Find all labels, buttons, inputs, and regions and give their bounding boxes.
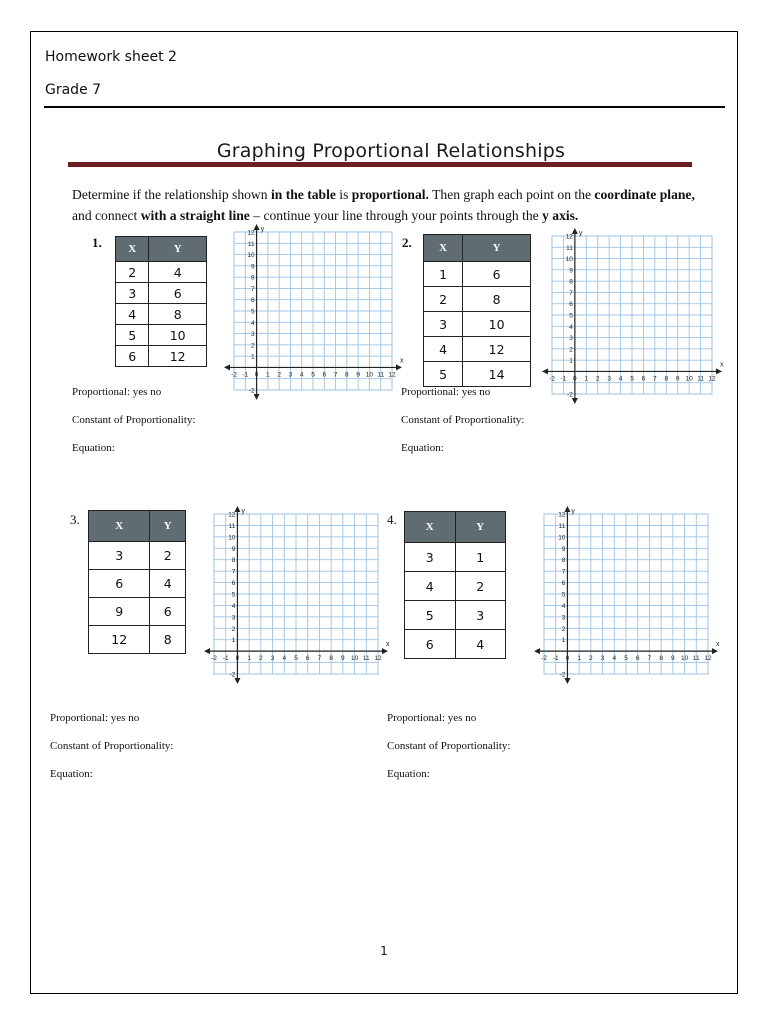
problem-3-proportional: Proportional: yes no: [50, 712, 140, 724]
y-axis-label: y: [260, 226, 265, 233]
cell: 4: [150, 570, 186, 598]
cell: 3: [405, 543, 456, 572]
x-tick-label: 2: [589, 655, 593, 663]
y-tick-label: 7: [569, 289, 573, 297]
problem-3-coordinate-plane[interactable]: [200, 508, 390, 690]
x-tick-label: 2: [259, 655, 263, 663]
problem-1-proportional: Proportional: yes no: [72, 386, 162, 398]
x-tick-label: 6: [322, 371, 327, 379]
x-tick-label: 4: [299, 371, 304, 379]
x-tick-label: 5: [624, 655, 628, 663]
y-tick-label: 11: [228, 522, 236, 530]
x-tick-label: 3: [600, 655, 605, 663]
x-tick-label: 2: [595, 375, 600, 383]
cell: 9: [89, 598, 150, 626]
cell: 6: [150, 598, 186, 626]
cell: 10: [149, 325, 207, 346]
y-tick-label: 10: [565, 256, 573, 264]
y-tick-label: 8: [561, 557, 566, 565]
x-tick-label: 7: [333, 371, 338, 379]
col-y-header: Y: [455, 512, 506, 543]
x-tick-label: -1: [552, 655, 559, 663]
axis-arrow-icon: [224, 364, 230, 370]
x-tick-label: 9: [356, 371, 360, 379]
col-x-header: X: [424, 235, 463, 262]
y-tick-label: 6: [561, 580, 566, 588]
y-tick-label: 1: [231, 637, 236, 645]
y-tick-label: 5: [561, 591, 566, 599]
x-tick-label: -2: [541, 655, 547, 663]
y-tick-label: 7: [250, 285, 255, 293]
x-tick-label: 6: [641, 375, 646, 383]
x-tick-label: 12: [388, 371, 396, 379]
cell: 5: [116, 325, 149, 346]
axis-arrow-icon: [234, 678, 240, 684]
cell: 6: [405, 630, 456, 659]
cell: 3: [424, 312, 463, 337]
y-tick-label: 1: [569, 357, 573, 365]
x-tick-label: 5: [294, 655, 298, 663]
cell: 14: [463, 362, 531, 387]
x-axis-label: x: [400, 357, 404, 365]
cell: 4: [455, 630, 506, 659]
problem-4-number: 4.: [387, 512, 397, 527]
problem-2-proportional: Proportional: yes no: [401, 386, 491, 398]
x-tick-label: -1: [560, 375, 567, 383]
cell: 10: [463, 312, 531, 337]
y-tick-label: 3: [561, 614, 566, 622]
y-tick-label: 2: [250, 342, 255, 350]
cell: 3: [116, 283, 149, 304]
problem-2-table: [423, 234, 531, 387]
y-tick-label: -2: [248, 387, 255, 395]
col-y-header: Y: [463, 235, 531, 262]
x-tick-label: 0: [235, 655, 240, 663]
x-tick-label: 9: [671, 655, 675, 663]
x-tick-label: 12: [708, 375, 716, 383]
axis-arrow-icon: [204, 648, 210, 654]
y-tick-label: 4: [231, 602, 236, 610]
x-tick-label: -1: [222, 655, 229, 663]
x-tick-label: 3: [270, 655, 275, 663]
problem-1-constant: Constant of Proportionality:: [72, 414, 196, 426]
y-axis-label: y: [578, 230, 583, 237]
cell: 12: [463, 337, 531, 362]
x-tick-label: 4: [612, 655, 617, 663]
title-underline: [68, 162, 692, 167]
cell: 6: [116, 346, 149, 367]
y-tick-label: 10: [247, 252, 255, 260]
axis-arrow-icon: [254, 394, 260, 400]
y-tick-label: 7: [231, 568, 236, 576]
x-tick-label: 6: [305, 655, 310, 663]
axis-arrow-icon: [564, 678, 570, 684]
problem-2-constant: Constant of Proportionality:: [401, 414, 525, 426]
cell: 3: [455, 601, 506, 630]
axis-arrow-icon: [542, 368, 548, 374]
y-tick-label: -2: [559, 671, 566, 679]
x-tick-label: 4: [618, 375, 623, 383]
y-tick-label: 9: [561, 545, 566, 553]
x-tick-label: 0: [254, 371, 259, 379]
grade-label: Grade 7: [45, 82, 102, 98]
y-tick-label: 8: [250, 274, 255, 282]
problem-1-equation: Equation:: [72, 442, 115, 454]
y-tick-label: 5: [569, 312, 573, 320]
x-tick-label: -2: [211, 655, 217, 663]
x-tick-label: 8: [345, 371, 349, 379]
col-y-header: Y: [150, 511, 186, 542]
y-tick-label: 10: [558, 534, 566, 542]
y-tick-label: 12: [247, 229, 255, 237]
cell: 8: [150, 626, 186, 654]
y-tick-label: 3: [231, 614, 236, 622]
y-tick-label: 5: [231, 591, 236, 599]
cell: 6: [89, 570, 150, 598]
y-tick-label: 3: [569, 335, 573, 343]
x-tick-label: 10: [680, 655, 689, 663]
y-tick-label: 2: [561, 625, 566, 633]
y-tick-label: 9: [569, 267, 573, 275]
problem-2-coordinate-plane[interactable]: [538, 230, 724, 410]
problem-1-number: 1.: [92, 235, 102, 250]
col-x-header: X: [89, 511, 150, 542]
cell: 1: [424, 262, 463, 287]
x-tick-label: 0: [565, 655, 570, 663]
cell: 1: [455, 543, 506, 572]
sheet-title: Homework sheet 2: [45, 49, 177, 65]
y-tick-label: 5: [250, 308, 255, 316]
problem-4-constant: Constant of Proportionality:: [387, 740, 511, 752]
y-tick-label: 1: [561, 637, 566, 645]
problem-4-table: [404, 511, 506, 659]
x-tick-label: 11: [377, 371, 385, 379]
x-tick-label: 7: [647, 655, 652, 663]
cell: 4: [405, 572, 456, 601]
y-tick-label: 6: [569, 301, 573, 309]
x-tick-label: 12: [704, 655, 712, 663]
cell: 12: [149, 346, 207, 367]
y-tick-label: -2: [567, 391, 573, 399]
y-tick-label: 7: [561, 568, 566, 576]
problem-3-equation: Equation:: [50, 768, 93, 780]
header-divider: [44, 106, 725, 108]
x-tick-label: 8: [329, 655, 333, 663]
x-tick-label: 4: [282, 655, 287, 663]
y-tick-label: 4: [250, 319, 255, 327]
y-tick-label: 12: [228, 511, 236, 519]
y-tick-label: 6: [231, 580, 236, 588]
cell: 8: [149, 304, 207, 325]
y-tick-label: 9: [231, 545, 236, 553]
x-tick-label: 11: [692, 655, 700, 663]
y-tick-label: -2: [229, 671, 236, 679]
cell: 2: [116, 262, 149, 283]
cell: 8: [463, 287, 531, 312]
x-tick-label: 0: [573, 375, 577, 383]
x-tick-label: 2: [277, 371, 281, 379]
x-tick-label: 8: [664, 375, 669, 383]
x-axis-label: x: [716, 641, 720, 649]
problem-3-number: 3.: [70, 512, 80, 527]
problem-1-coordinate-plane[interactable]: [220, 226, 404, 406]
cell: 4: [424, 337, 463, 362]
x-tick-label: 9: [341, 655, 345, 663]
y-tick-label: 2: [231, 625, 236, 633]
x-axis-label: x: [720, 361, 724, 369]
y-tick-label: 11: [566, 244, 573, 252]
cell: 4: [116, 304, 149, 325]
y-tick-label: 4: [569, 323, 573, 331]
col-x-header: X: [116, 237, 149, 262]
problem-2-equation: Equation:: [401, 442, 444, 454]
instructions: Determine if the relationship shown in the table is proportional. Then graph each point on the coordinate plane, and connect with a straight line – continue your line through your points through the y axis.: [72, 187, 695, 223]
y-tick-label: 2: [569, 346, 573, 354]
x-tick-label: -2: [231, 371, 237, 379]
y-axis-label: y: [571, 508, 575, 515]
x-tick-label: 10: [365, 371, 374, 379]
y-tick-label: 4: [561, 602, 566, 610]
x-tick-label: 11: [362, 655, 370, 663]
y-tick-label: 12: [558, 511, 566, 519]
x-tick-label: 1: [247, 655, 251, 663]
x-tick-label: 12: [374, 655, 382, 663]
problem-2-number: 2.: [402, 235, 412, 250]
cell: 6: [149, 283, 207, 304]
problem-4-coordinate-plane[interactable]: [530, 508, 720, 690]
cell: 5: [405, 601, 456, 630]
x-axis-label: x: [386, 641, 390, 649]
y-tick-label: 3: [250, 331, 255, 339]
x-tick-label: 5: [630, 375, 634, 383]
y-tick-label: 6: [250, 297, 255, 305]
axis-arrow-icon: [534, 648, 540, 654]
y-tick-label: 8: [231, 557, 236, 565]
cell: 6: [463, 262, 531, 287]
x-tick-label: 11: [697, 375, 704, 383]
x-tick-label: 3: [607, 375, 611, 383]
problem-4-proportional: Proportional: yes no: [387, 712, 477, 724]
page-number: 1: [380, 944, 388, 958]
x-tick-label: 1: [584, 375, 589, 383]
cell: 2: [424, 287, 463, 312]
problem-3-table: [88, 510, 186, 654]
x-tick-label: -1: [242, 371, 249, 379]
x-tick-label: 7: [317, 655, 322, 663]
x-tick-label: 8: [659, 655, 663, 663]
problem-1-table: [115, 236, 207, 367]
worksheet-title: Graphing Proportional Relationships: [216, 140, 566, 162]
y-tick-label: 8: [569, 278, 573, 286]
col-x-header: X: [405, 512, 456, 543]
problem-3-constant: Constant of Proportionality:: [50, 740, 174, 752]
cell: 3: [89, 542, 150, 570]
x-tick-label: -2: [549, 375, 555, 383]
cell: 4: [149, 262, 207, 283]
y-tick-label: 1: [250, 353, 255, 361]
x-tick-label: 7: [653, 375, 657, 383]
y-tick-label: 11: [558, 522, 566, 530]
x-tick-label: 5: [311, 371, 315, 379]
y-tick-label: 10: [228, 534, 236, 542]
y-tick-label: 12: [565, 233, 573, 241]
y-tick-label: 11: [247, 240, 255, 248]
problem-4-equation: Equation:: [387, 768, 430, 780]
cell: 2: [455, 572, 506, 601]
axis-arrow-icon: [572, 398, 578, 404]
x-tick-label: 3: [288, 371, 293, 379]
x-tick-label: 6: [635, 655, 640, 663]
col-y-header: Y: [149, 237, 207, 262]
x-tick-label: 1: [577, 655, 581, 663]
cell: 5: [424, 362, 463, 387]
cell: 2: [150, 542, 186, 570]
cell: 12: [89, 626, 150, 654]
x-tick-label: 10: [350, 655, 359, 663]
x-tick-label: 9: [675, 375, 680, 383]
y-axis-label: y: [241, 508, 245, 515]
y-tick-label: 9: [250, 263, 255, 271]
x-tick-label: 1: [266, 371, 270, 379]
x-tick-label: 10: [685, 375, 693, 383]
